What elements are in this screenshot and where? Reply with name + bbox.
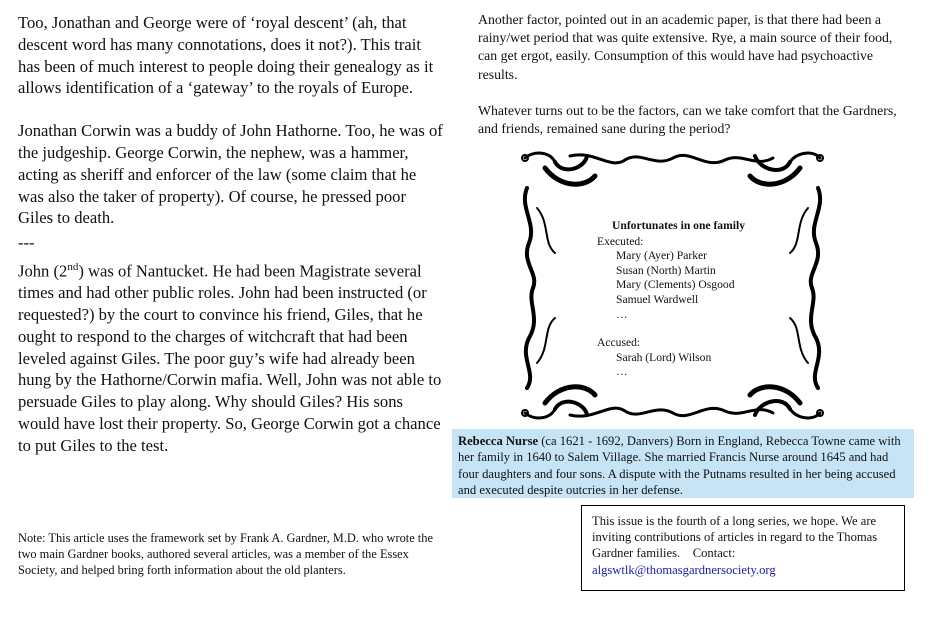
- list-item: Mary (Ayer) Parker: [616, 249, 708, 263]
- paragraph-john-nantucket: John (2nd) was of Nantucket. He had been Magistrate several times and had other public roles. John had been instructed (or requested?) by the court to convince his friend, Giles, that he ought to respond to the charges of witchcraft that had been leveled against Giles. The poor guy’s wife had already been hung by the Hathorne/Corwin mafia. Well, John was not able to persuade Giles to play along. Why should Giles? His sons would have lost their property. So, George Corwin got a chance to put Giles to the test.: [18, 260, 442, 455]
- contact-box: [581, 505, 905, 591]
- list-item: Samuel Wardwell: [616, 292, 699, 306]
- separator: ---: [18, 233, 35, 253]
- paragraph-sanity: Whatever turns out to be the factors, can we take comfort that the Gardners, and friends, remained sane during the period?: [478, 102, 897, 137]
- left-column: [18, 12, 443, 457]
- list-item: Susan (North) Martin: [616, 263, 716, 277]
- paragraph-ergot: Another factor, pointed out in an academic paper, is that there had been a rainy/wet period that was quite extensive. Rye, a main source of their food, can get ergot, easily. Consumption of this would have had psychoactive results.: [478, 12, 893, 82]
- list-item: Sarah (Lord) Wilson: [616, 350, 712, 364]
- list-item: Mary (Clements) Osgood: [616, 278, 735, 292]
- list-item: …: [616, 365, 628, 379]
- rebecca-nurse-text: (ca 1621 - 1692, Danvers) Born in England, Rebecca Towne came with her family in 1640 to Salem Village. She married Francis Nurse around 1645 and had four daughters and four sons. A dispute with the Putnams resulted in her being accused and executed despite outcries in her defense.: [458, 434, 901, 498]
- contact-text: This issue is the fourth of a long series, we hope. We are inviting contributions of articles in regard to the Thomas Gardner families. Contact:: [592, 514, 878, 561]
- list-item: …: [616, 307, 628, 321]
- article-note: Note: This article uses the framework set by Frank A. Gardner, M.D. who wrote the two main Gardner books, authored several articles, was a member of the Essex Society, and helped bring forth information about the old planters.: [18, 531, 433, 577]
- list-title: Unfortunates in one family: [612, 219, 746, 232]
- accused-label: Accused:: [597, 336, 641, 350]
- rebecca-nurse-callout: [452, 429, 914, 498]
- rebecca-nurse-name: Rebecca Nurse: [458, 434, 539, 448]
- paragraph-royal-descent: Too, Jonathan and George were of ‘royal descent’ (ah, that descent word has many connotations, does it not?). This trait has been of much interest to people doing their genealogy as it allows identification of a ‘gateway’ to the royals of Europe.: [18, 13, 434, 98]
- unfortunates-list: [597, 219, 797, 380]
- contact-email-link[interactable]: algswtlk@thomasgardnersociety.org: [592, 562, 776, 577]
- paragraph-jonathan-corwin: Jonathan Corwin was a buddy of John Hathorne. Too, he was of the judgeship. George Corwin, the nephew, was a hammer, acting as sheriff and enforcer of the law (some claim that he was also the taker of property). Of course, he pressed poor Giles to death.: [18, 121, 443, 228]
- right-column: [478, 11, 898, 138]
- executed-label: Executed:: [597, 234, 644, 248]
